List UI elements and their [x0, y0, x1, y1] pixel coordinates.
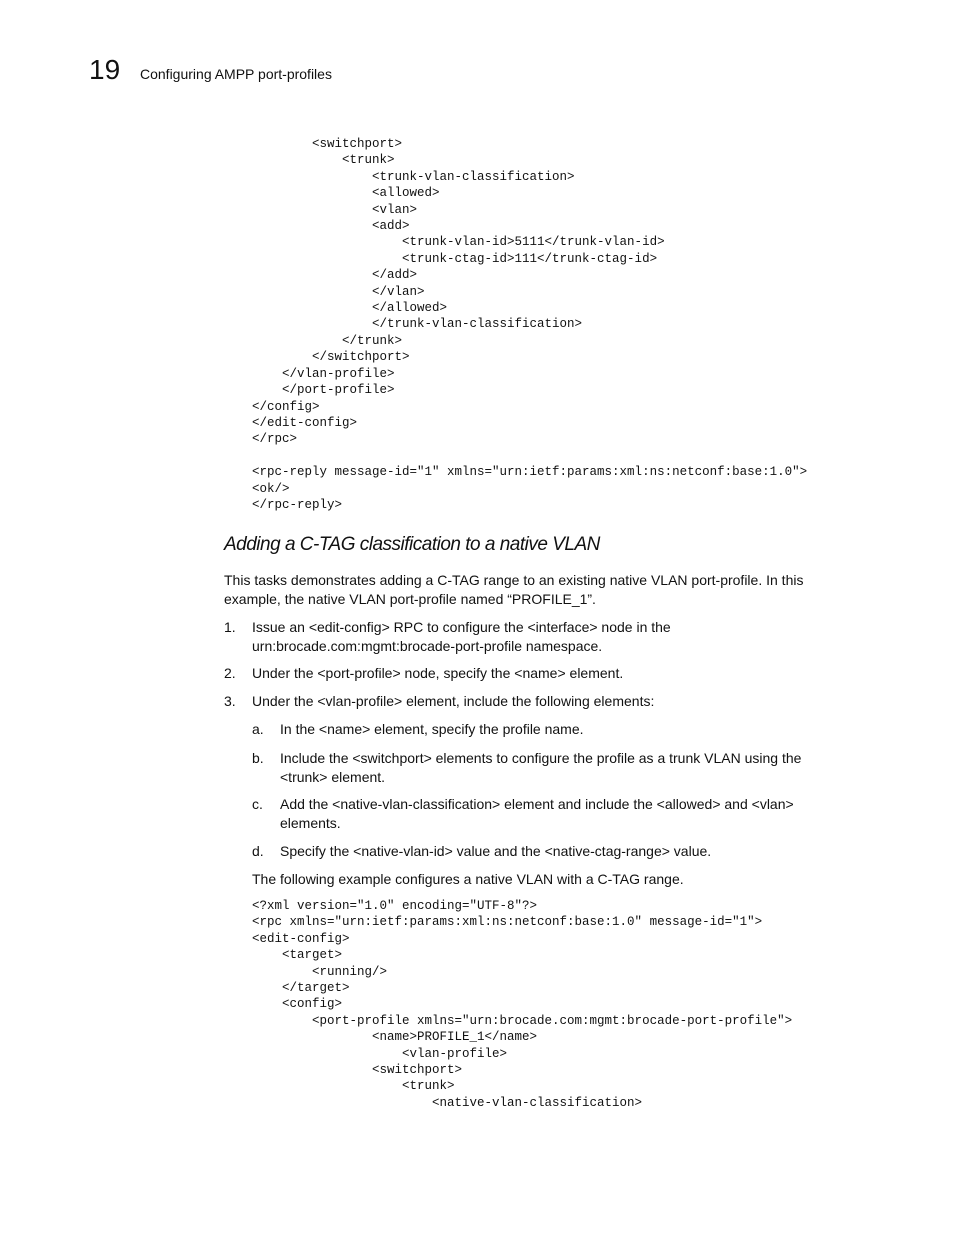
- substep-letter: b.: [252, 750, 264, 766]
- step-number: 3.: [224, 693, 236, 709]
- chapter-number: 19: [89, 54, 121, 85]
- substep-letter: a.: [252, 721, 264, 737]
- code-block-1: <switchport> <trunk> <trunk-vlan-classification> <allowed> <vlan> <add> <trunk-vlan-id>5111</trunk-vlan-id> <trunk-ctag-id>111</trunk-ctag-id> </add> </vlan> </allowed> </trunk-vlan-classification> </trunk> </switchport> </vlan-profile> </port-profile> </config> </edit-config> </rpc> <rpc-reply message-id="1" xmlns="urn:ietf:params:xml:ns:netconf:base:1.0"> <ok/> </rpc-reply>: [252, 137, 808, 512]
- example-note: The following example configures a native VLAN with a C-TAG range.: [252, 871, 684, 887]
- step-text: Issue an <edit-config> RPC to configure the <interface> node in the urn:brocade.com:mgmt:brocade-port-profile namespace.: [252, 619, 671, 654]
- code-block-2: <?xml version="1.0" encoding="UTF-8"?> <rpc xmlns="urn:ietf:params:xml:ns:netconf:base:1.0" message-id="1"> <edit-config> <target> <running/> </target> <config> <port-profile xmlns="urn:brocade.com:mgmt:brocade-port-profile"> <name>PROFILE_1</name> <vlan-profile> <switchport> <trunk> <native-vlan-classification>: [252, 899, 793, 1110]
- intro-paragraph: This tasks demonstrates adding a C-TAG range to an existing native VLAN port-profile. In this example, the native VLAN port-profile named “PROFILE_1”.: [224, 572, 804, 607]
- section-heading: Adding a C-TAG classification to a native VLAN: [224, 534, 600, 555]
- step-text: Under the <port-profile> node, specify the <name> element.: [252, 665, 624, 681]
- substep-text: In the <name> element, specify the profile name.: [280, 721, 584, 737]
- substep-text: Include the <switchport> elements to configure the profile as a trunk VLAN using the <trunk> element.: [280, 750, 802, 785]
- step-number: 2.: [224, 665, 236, 681]
- substep-text: Specify the <native-vlan-id> value and the <native-ctag-range> value.: [280, 843, 712, 859]
- chapter-title: Configuring AMPP port-profiles: [140, 66, 332, 82]
- substep-letter: c.: [252, 796, 263, 812]
- step-text: Under the <vlan-profile> element, include the following elements:: [252, 693, 655, 709]
- substep-letter: d.: [252, 843, 264, 859]
- step-number: 1.: [224, 619, 236, 635]
- substep-text: Add the <native-vlan-classification> element and include the <allowed> and <vlan> elements.: [280, 796, 794, 831]
